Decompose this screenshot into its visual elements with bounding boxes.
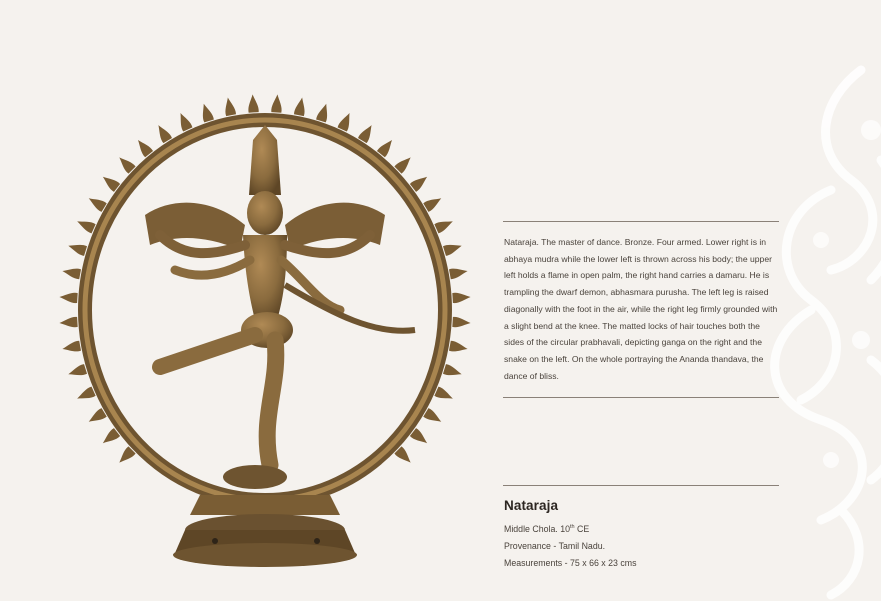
provenance-line: Provenance - Tamil Nadu. [504, 541, 606, 551]
prabhavali-flame [59, 292, 78, 303]
prabhavali-flame [337, 111, 354, 132]
period-line [504, 519, 784, 538]
period-era: CE [574, 524, 590, 534]
period-superscript: th [570, 524, 575, 530]
prabhavali-flame [410, 428, 431, 447]
prabhavali-flame [394, 154, 414, 174]
prabhavali-flame [423, 194, 444, 212]
prabhavali-flame [100, 173, 121, 192]
prabhavali-flame [75, 387, 96, 404]
prabhavali-flame [271, 94, 282, 113]
prabhavali-flame [61, 266, 81, 279]
prabhavali-flame [423, 408, 444, 426]
prabhavali-flame [59, 317, 78, 328]
description-text: Nataraja. The master of dance. Bronze. Four armed. Lower right is in abhaya mudra while the lower left is thrown across his body; the upper left holds a flame in open palm, the right hand carries a damaru. He is trampling the dwarf demon, abhasmara purusha. The left leg is raised diagonally with the foot in the air, while the right leg firmly grounded with a slight bend at the knee. The matted locks of hair touches both the sides of the circular prabhavali, depicting ganga on the right and the snake on the left. On the whole portraying the Ananda thandava, the dance of bliss. [504, 237, 778, 381]
prabhavali-flame [434, 387, 455, 404]
period-text: Middle Chola. 10 [504, 524, 571, 534]
prabhavali-flame [443, 241, 463, 256]
prabhavali-flame [176, 111, 193, 132]
prabhavali-flame [394, 446, 414, 466]
prabhavali-flame [75, 217, 96, 234]
prabhavali-flame [316, 102, 331, 122]
prabhavali-flame [61, 341, 81, 354]
artwork-title: Nataraja [504, 498, 559, 513]
prabhavali-flame [452, 292, 471, 303]
prabhavali-flame [410, 173, 431, 192]
prabhavali-flame [116, 446, 136, 466]
prabhavali-flame [449, 341, 469, 354]
prabhavali-flame [134, 137, 153, 158]
prabhavali-flame [247, 94, 258, 113]
prabhavali-flame [86, 194, 107, 212]
prabhavali-flame [294, 97, 307, 117]
prabhavali-flame [452, 317, 471, 328]
prabhavali-flame [86, 408, 107, 426]
prabhavali-flame [100, 428, 121, 447]
prabhavali-flame [358, 122, 376, 143]
divider-top [503, 221, 779, 222]
prabhavali-flame [377, 137, 396, 158]
prabhavali-flame [116, 154, 136, 174]
prabhavali-flame [223, 97, 236, 117]
prabhavali-flame [199, 102, 214, 122]
measurements-line: Measurements - 75 x 66 x 23 cms [504, 558, 637, 568]
prabhavali-flame [443, 364, 463, 379]
nataraja-bronze-image [55, 85, 485, 575]
caption-block [504, 498, 784, 572]
divider-bottom [503, 485, 779, 486]
prabhavali-flame [67, 241, 87, 256]
prabhavali-flame [449, 266, 469, 279]
prabhavali-flame [434, 217, 455, 234]
prabhavali-flame [154, 122, 172, 143]
prabhavali-flame [67, 364, 87, 379]
divider-middle [503, 397, 779, 398]
